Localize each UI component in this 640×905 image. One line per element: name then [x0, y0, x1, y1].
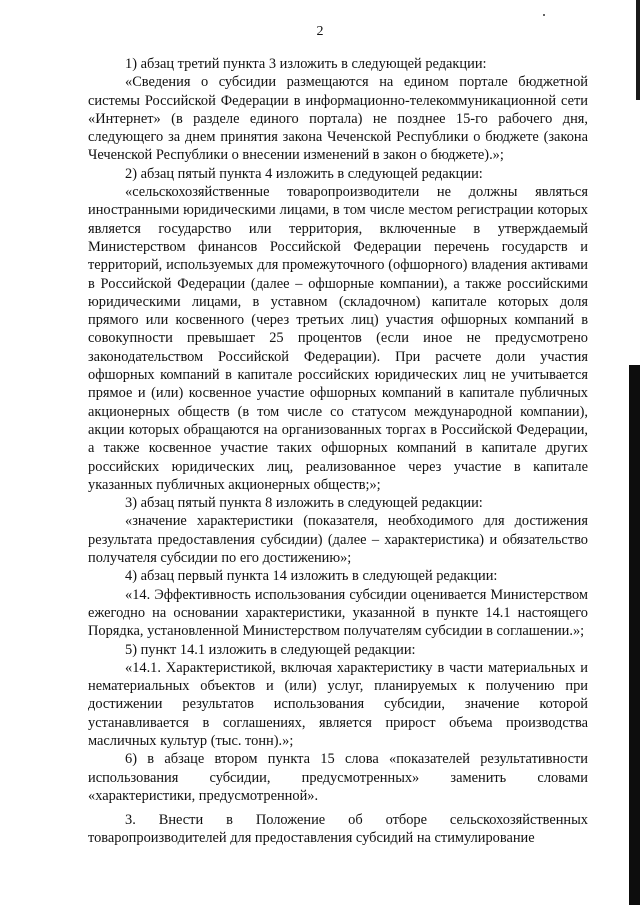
paragraph-3-heading: 3) абзац пятый пункта 8 изложить в следующей редакции:: [125, 495, 483, 512]
paragraph-4-heading: 4) абзац первый пункта 14 изложить в следующей редакции:: [125, 568, 498, 585]
paragraph-5-text: «14.1. Характеристикой, включая характеристику в части материальных и нематериальных объектов и (или) услуг, планируемых к получению при достижении результатов использования субсидии, значение которой устанавливается в соглашениях, является прирост объема производства масличных культур (тыс. тонн).»;: [88, 659, 588, 749]
paragraph-section-3: 3. Внести в Положение об отборе сельскохозяйственных товаропроизводителей для предоставления субсидий на стимулирование: [88, 812, 588, 847]
scan-dot: [543, 14, 545, 16]
paragraph-4-text: «14. Эффективность использования субсидии оценивается Министерством ежегодно на основании характеристики, указанной в пункте 14.1 настоящего Порядка, установленной Министерством получателям субсидии в соглашении.»;: [88, 586, 588, 640]
paragraph-3-text: «значение характеристики (показателя, необходимого для достижения результата предоставления субсидии) (далее – характеристика) и обязательство получателя субсидии по его достижению»;: [88, 513, 588, 567]
page-number: 2: [316, 24, 324, 39]
scan-edge-shadow: [629, 365, 640, 905]
document-body: [88, 55, 588, 848]
paragraph-5-heading: 5) пункт 14.1 изложить в следующей редакции:: [125, 641, 416, 658]
scan-edge-shadow-top: [636, 0, 640, 100]
paragraph-2-heading: 2) абзац пятый пункта 4 изложить в следующей редакции:: [125, 165, 483, 182]
paragraph-1-text: «Сведения о субсидии размещаются на едином портале бюджетной системы Российской Федерации в информационно-телекоммуникационной сети «Интернет» (в разделе единого портала) не позднее 15-го рабочего дня, следующего за днем принятия закона Чеченской Республики о бюджете (закона Чеченской Республики о внесении изменений в закон о бюджете).»;: [88, 74, 588, 164]
paragraph-1-heading: 1) абзац третий пункта 3 изложить в следующей редакции:: [125, 56, 487, 72]
paragraph-2-text: «сельскохозяйственные товаропроизводители не должны являться иностранными юридическими лицами, в том числе местом регистрации которых является государство или территория, включенные в утверждаемый Министерством финансов Российской Федерации перечень государств и территорий, используемых для промежуточного (офшорного) владения активами в Российской Федерации (далее – офшорные компании), а также российскими юридическими лицами, в уставном (складочном) капитале которых доля прямого или косвенного (через третьих лиц) участия офшорных компаний в совокупности превышает 25 процентов (если иное не предусмотрено законодательством Российской Федерации). При расчете доли участия офшорных компаний в капитале российских юридических лиц не учитывается прямое и (или) косвенное участие офшорных компаний в капитале публичных акционерных обществ (в том числе со статусом международной компании), акции которых обращаются на организованных торгах в Российской Федерации, а также косвенное участие таких офшорных компаний в капитале других российских юридических лиц, реализованное через участие в капитале указанных публичных акционерных обществ;»;: [88, 184, 588, 493]
paragraph-6-text: 6) в абзаце втором пункта 15 слова «показателей результативности использования субсидии, предусмотренных» заменить словами «характеристики, предусмотренной».: [88, 751, 588, 804]
